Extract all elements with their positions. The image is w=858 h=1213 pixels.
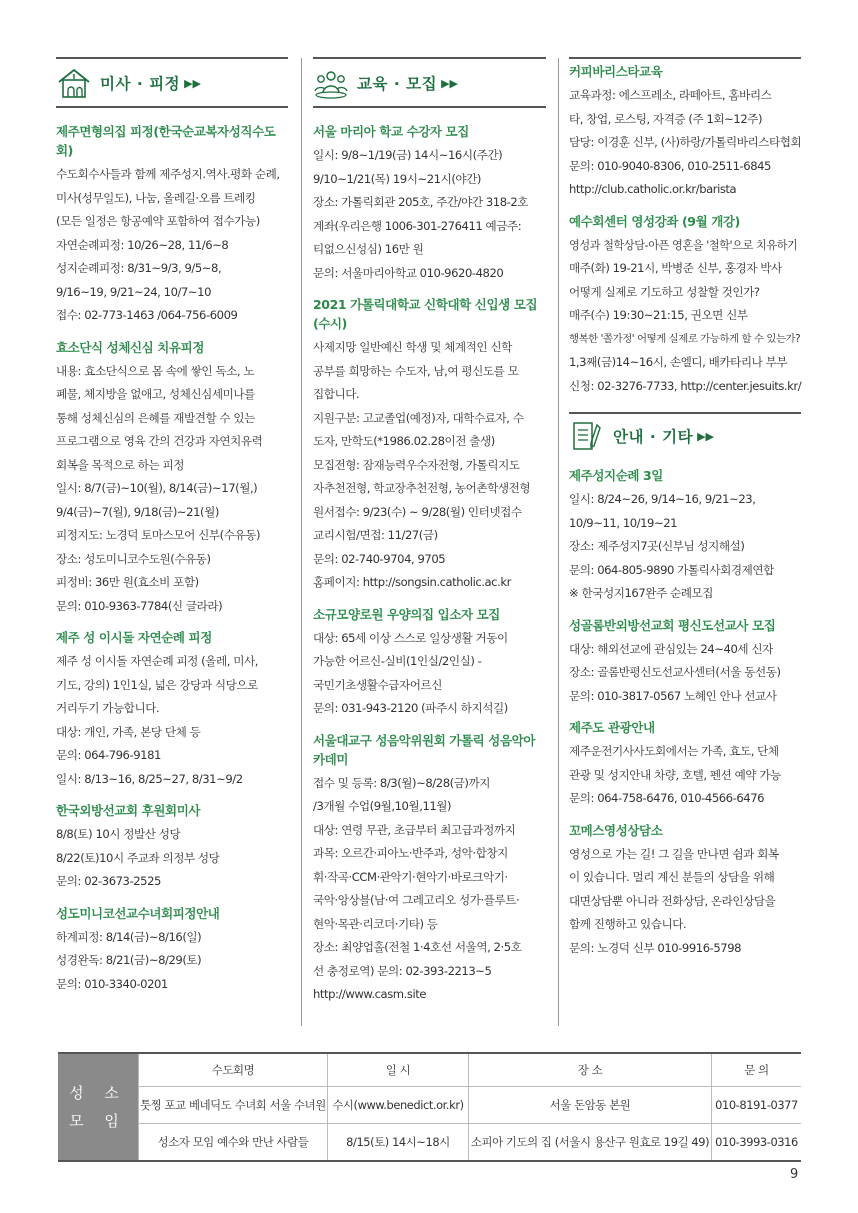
block-line: 문의: 010-9363-7784(신 글라라) <box>56 598 223 613</box>
block-line: 문의: 064-805-9890 가톨릭사회경제연합 <box>569 562 774 577</box>
table-cell: 010-8191-0377 <box>712 1087 802 1124</box>
page-number: 9 <box>790 1167 799 1182</box>
vocation-meetings-table <box>58 1052 801 1162</box>
block-line: 현악·목관·리코더·기타) 등 <box>313 916 438 931</box>
block-line: 담당: 이경훈 신부, (사)하랑/가톨릭바리스타협회 <box>569 135 802 149</box>
block-line: 계좌(우리은행 1006-301-276411 예금주: <box>313 218 522 233</box>
block-line: http://www.casm.site <box>313 987 427 1001</box>
table-row <box>58 1124 801 1162</box>
block-line: 문의: 노경덕 신부 010-9916-5798 <box>569 940 742 955</box>
arrow-right-icon: ▶▶ <box>441 76 458 90</box>
notepad-icon <box>569 420 605 452</box>
block-title: 꼬메스영성상담소 <box>569 822 663 838</box>
block-line: 회복을 목적으로 하는 피정 <box>56 457 184 472</box>
block-line: 하계피정: 8/14(금)~8/16(일) <box>56 929 202 944</box>
block-line: 내용: 효소단식으로 몸 속에 쌓인 독소, 노 <box>56 363 255 378</box>
block-title: 커피바리스타교육 <box>569 64 663 79</box>
block-title: 제주성지순례 3일 <box>569 468 663 483</box>
block-line: 장소: 성도미니코수도원(수유동) <box>56 551 211 566</box>
block-line: 교리시험/면접: 11/27(금) <box>313 528 438 542</box>
table-cell: 수시(www.benedict.or.kr) <box>328 1087 469 1124</box>
arrow-right-icon: ▶▶ <box>184 76 201 90</box>
block-line: 문의: 010-3817-0567 노혜인 안나 선교사 <box>569 688 777 703</box>
block-line: ※ 한국성지167완주 순례모집 <box>569 586 714 600</box>
block-line: 10/9~11, 10/19~21 <box>569 515 678 530</box>
block-line: 함께 진행하고 있습니다. <box>569 917 687 931</box>
block-line: (모든 일정은 항공예약 포함하여 접수가능) <box>56 214 260 228</box>
notice-block <box>56 801 288 894</box>
block-line: 장소: 골롬반평신도선교사센터(서울 동선동) <box>569 665 781 679</box>
block-line: 9/16~19, 9/21~24, 10/7~10 <box>56 284 211 299</box>
block-line: 가능한 어르신-실비(1인실/2인실) - <box>313 654 482 668</box>
block-line: 국민기초생활수급자어르신 <box>313 677 442 692</box>
block-line: 국악·앙상블(남·여 그레고리오 성가·플루트· <box>313 893 520 907</box>
block-line: 자추천전형, 학교장추천전형, 농어촌학생전형 <box>313 481 531 495</box>
block-line: 매주(수) 19:30~21:15, 권오면 신부 <box>569 308 748 322</box>
block-line: 피정비: 36만 원(효소비 포함) <box>56 575 199 589</box>
block-line: 대상: 개인, 가족, 본당 단체 등 <box>56 724 201 739</box>
block-line: 집합니다. <box>313 387 360 401</box>
block-line: 일시: 8/7(금)~10(월), 8/14(금)~17(월,) <box>56 481 258 495</box>
block-line: 문의: 02-3673-2525 <box>56 874 161 888</box>
group-icon <box>313 67 349 99</box>
notice-block <box>56 904 288 997</box>
table-header: 문 의 <box>712 1053 802 1087</box>
block-line: 영성으로 가는 길! 그 길을 만나면 쉼과 회복 <box>569 846 779 861</box>
block-line: 수도회수사들과 함께 제주성지.역사.평화 순례, <box>56 167 280 181</box>
column-divider <box>558 58 559 1026</box>
block-list-top <box>569 62 801 398</box>
block-line: 성지순례피정: 8/31~9/3, 9/5~8, <box>56 261 222 275</box>
block-line: 피정지도: 노경덕 토마스모어 신부(수유동) <box>56 528 261 542</box>
notice-block <box>569 212 801 399</box>
block-line: 폐물, 체지방을 없애고, 성체신심세미나를 <box>56 387 255 401</box>
block-line: 9/10~1/21(목) 19시~21시(야간) <box>313 171 481 186</box>
block-line: 프로그램으로 영육 간의 건강과 자연치유력 <box>56 434 263 448</box>
table-cell: 성소자 모임 예수와 만난 사람들 <box>139 1124 328 1162</box>
table-row <box>58 1087 801 1124</box>
block-title: 제주 성 이시돌 자연순례 피정 <box>56 630 212 645</box>
block-line: 문의: 064-796-9181 <box>56 748 161 762</box>
table-cell: 툿찡 포교 베네딕도 수녀회 서울 수녀원 <box>139 1087 328 1124</box>
side-label-line: 모 임 <box>69 1112 127 1130</box>
block-line: 통해 성체신심의 은혜를 재발견할 수 있는 <box>56 410 255 425</box>
notice-block <box>56 338 288 619</box>
block-line: 어떻게 실제로 기도하고 성찰할 것인가? <box>569 284 760 299</box>
section-title: 교육 · 모집 <box>357 75 438 93</box>
block-line: 문의: 010-9040-8306, 010-2511-6845 <box>569 158 771 173</box>
block-line: 문의: 031-943-2120 (파주시 하지석길) <box>313 701 508 715</box>
table-header: 장 소 <box>469 1053 712 1087</box>
table-cell: 010-3993-0316 <box>712 1124 802 1162</box>
church-icon <box>56 67 92 99</box>
block-line: 행복한 '쫄가정' 어떻게 실제로 가능하게 할 수 있는가? <box>569 332 801 345</box>
block-title: 예수회센터 영성강좌 (9월 개강) <box>569 213 740 229</box>
block-line: 도자, 만학도(*1986.02.28이전 출생) <box>313 434 495 448</box>
block-line: 사제지망 일반예신 학생 및 체계적인 신학 <box>313 340 512 354</box>
block-line: 일시: 9/8~1/19(금) 14시~16시(주간) <box>313 148 503 162</box>
notice-block <box>56 122 288 328</box>
block-line: 성경완독: 8/21(금)~8/29(토) <box>56 953 202 967</box>
notice-block <box>569 821 801 961</box>
notice-block <box>569 466 801 606</box>
notice-block <box>569 616 801 709</box>
notice-block <box>313 731 546 1007</box>
block-line: 타, 창업, 로스팅, 자격증 (주 1회~12주) <box>569 111 763 126</box>
block-line: 신청: 02-3276-7733, http://center.jesuits.kr/ <box>569 378 802 393</box>
block-line: 원서접수: 9/23(수) ~ 9/28(월) 인터넷접수 <box>313 504 522 519</box>
block-line: 지원구분: 고교졸업(예정)자, 대학수료자, 수 <box>313 410 524 425</box>
block-line: 홈페이지: http://songsin.catholic.ac.kr <box>313 575 511 589</box>
notice-block <box>313 295 546 595</box>
block-line: http://club.catholic.or.kr/barista <box>569 182 737 196</box>
block-line: 대상: 연령 무관, 초급부터 최고급과정까지 <box>313 822 516 837</box>
block-line: 자연순례피정: 10/26~28, 11/6~8 <box>56 237 229 252</box>
section-title: 안내 · 기타 <box>613 428 694 446</box>
section-title: 미사 · 피정 <box>100 75 181 93</box>
table-header: 수도회명 <box>139 1053 328 1087</box>
block-title: 한국외방선교회 후원회미사 <box>56 803 201 818</box>
block-line: 대상: 65세 이상 스스로 일상생활 거동이 <box>313 630 508 645</box>
block-line: 과목: 오르간·피아노·반주과, 성악·합창지 <box>313 846 508 860</box>
block-line: 기도, 강의) 1인1실, 넓은 강당과 식당으로 <box>56 677 258 692</box>
section-header-mass <box>56 60 288 106</box>
column-education-recruit <box>313 58 546 1007</box>
block-line: 미사(성무일도), 나눔, 올레길·오름 트레킹 <box>56 190 256 205</box>
block-title: 2021 가톨릭대학교 신학대학 신입생 모집(수시) <box>313 297 538 331</box>
column-mass-retreat <box>56 58 288 996</box>
block-line: 선 충정로역) 문의: 02-393-2213~5 <box>313 963 492 978</box>
block-line: 휘·작곡·CCM·관악기·현악기·바로크악기· <box>313 869 508 884</box>
block-line: 제주운전기사사도회에서는 가족, 효도, 단체 <box>569 744 779 758</box>
block-title: 성도미니코선교수녀회피정안내 <box>56 905 220 921</box>
section-header-education <box>313 60 546 106</box>
table-header-row <box>58 1053 801 1087</box>
block-line: 모집전형: 잠재능력우수자전형, 가톨릭지도 <box>313 457 520 472</box>
section-underline <box>56 106 288 108</box>
block-line: 일시: 8/13~16, 8/25~27, 8/31~9/2 <box>56 771 243 786</box>
block-line: 매주(화) 19-21시, 박병준 신부, 홍경자 박사 <box>569 261 782 275</box>
column-divider <box>301 58 302 1026</box>
block-list <box>56 122 288 996</box>
block-line: 교육과정: 에스프레소, 라떼아트, 홈바리스 <box>569 88 772 102</box>
section-rule <box>569 412 801 414</box>
block-line: 문의: 02-740-9704, 9705 <box>313 551 446 566</box>
table-side-label <box>58 1053 139 1161</box>
block-line: 이 있습니다. 멀리 계신 분들의 상담을 위해 <box>569 870 775 884</box>
block-title: 제주도 관광안내 <box>569 720 655 735</box>
notice-block <box>569 718 801 811</box>
table-header: 일 시 <box>328 1053 469 1087</box>
block-title: 성골롬반외방선교회 평신도선교사 모집 <box>569 617 776 633</box>
block-line: 9/4(금)~7(월), 9/18(금)~21(월) <box>56 504 219 519</box>
block-title: 소규모양로원 우양의집 입소자 모집 <box>313 606 500 622</box>
block-line: 관광 및 성지안내 차량, 호텔, 펜션 예약 가능 <box>569 767 781 782</box>
block-line: 1,3째(금)14~16시, 손엘디, 배카타리나 부부 <box>569 355 788 369</box>
arrow-right-icon: ▶▶ <box>697 429 714 443</box>
section-header-notice <box>569 416 801 456</box>
block-line: 장소: 제주성지7곳(신부님 성지해설) <box>569 539 745 553</box>
block-title: 서울 마리아 학교 수강자 모집 <box>313 124 469 139</box>
block-line: 대면상담뿐 아니라 전화상담, 온라인상담을 <box>569 893 776 908</box>
notice-block <box>569 62 801 202</box>
section-underline <box>313 106 546 108</box>
table-cell: 서울 돈암동 본원 <box>469 1087 712 1124</box>
block-line: 대상: 해외선교에 관심있는 24~40세 신자 <box>569 641 773 656</box>
block-line: 8/22(토)10시 주교좌 의정부 성당 <box>56 850 220 865</box>
block-title: 서울대교구 성음악위원회 가톨릭 성음악아카데미 <box>313 732 536 767</box>
block-line: 문의: 064-758-6476, 010-4566-6476 <box>569 791 765 805</box>
block-line: /3개월 수업(9월,10월,11월) <box>313 799 452 813</box>
notice-block <box>56 628 288 791</box>
block-title: 효소단식 성체신심 치유피정 <box>56 339 205 355</box>
block-line: 일시: 8/24~26, 9/14~16, 9/21~23, <box>569 492 756 506</box>
block-list <box>313 122 546 1007</box>
block-title: 제주면형의집 피정(한국순교복자성직수도회) <box>56 124 276 158</box>
side-label-line: 성 소 <box>69 1084 127 1102</box>
table-cell: 소피아 기도의 집 (서울시 용산구 원효로 19길 49) <box>469 1124 712 1162</box>
block-line: 제주 성 이시돌 자연순례 피정 (올레, 미사, <box>56 654 258 668</box>
block-line: 공부를 희망하는 수도자, 남,여 평신도를 모 <box>313 363 519 378</box>
column-notice <box>569 58 801 960</box>
table-cell: 8/15(토) 14시~18시 <box>328 1124 469 1162</box>
block-line: 접수: 02-773-1463 /064-756-6009 <box>56 308 238 322</box>
block-line: 접수 및 등록: 8/3(월)~8/28(금)까지 <box>313 775 491 790</box>
block-line: 문의: 010-3340-0201 <box>56 976 168 991</box>
block-line: 거리두기 가능합니다. <box>56 701 160 715</box>
block-line: 장소: 최양업홀(전철 1·4호선 서울역, 2·5호 <box>313 940 522 954</box>
notice-block <box>313 605 546 721</box>
block-line: 장소: 가톨릭회관 205호, 주간/야간 318-2호 <box>313 195 529 209</box>
block-line: 티없으신성심) 16만 원 <box>313 242 424 256</box>
block-line: 영성과 철학상담-아픈 영혼을 '철학'으로 치유하기 <box>569 238 798 252</box>
block-list <box>569 466 801 960</box>
notice-block <box>313 122 546 285</box>
block-line: 문의: 서울마리아학교 010-9620-4820 <box>313 265 504 280</box>
block-line: 8/8(토) 10시 정발산 성당 <box>56 827 181 841</box>
